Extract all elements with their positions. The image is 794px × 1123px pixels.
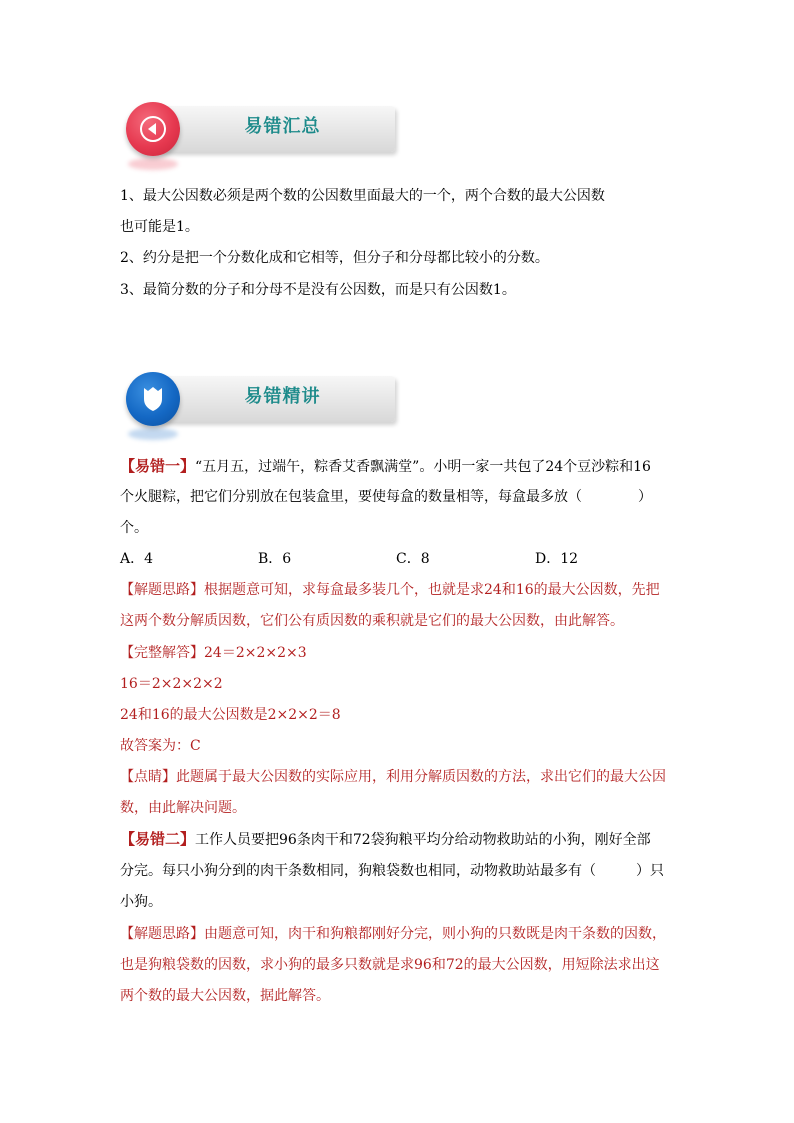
section-title: 易错汇总: [244, 116, 321, 137]
thinking-line: [120, 924, 666, 944]
section-title: 易错精讲: [244, 386, 321, 407]
answer-line: [120, 643, 307, 663]
thinking-text: 这两个数分解质因数，它们公有质因数的乘积就是它们的最大公因数，由此解答。: [120, 613, 624, 629]
question-text: 小狗。: [120, 894, 162, 910]
question-2-line: [120, 861, 664, 881]
thinking-line: [120, 580, 660, 600]
answer-text: 24和16的最大公因数是2×2×2＝8: [120, 707, 341, 723]
thinking-tag: 【解题思路】: [120, 926, 204, 942]
question-text: 个。: [120, 520, 148, 536]
option-b: B．6: [258, 551, 292, 567]
question-tag: 【易错一】: [120, 457, 196, 475]
answer-text: 24＝2×2×2×3: [204, 645, 307, 661]
question-text: ）只: [636, 863, 664, 879]
question-2-line: [120, 829, 651, 850]
thinking-tag: 【解题思路】: [120, 582, 204, 598]
option-c: C．8: [396, 551, 430, 567]
question-1-line: [120, 487, 652, 507]
question-text: 工作人员要把96条肉干和72袋狗粮平均分给动物救助站的小狗，刚好全部: [195, 832, 651, 848]
answer-tag: 【完整解答】: [120, 645, 204, 661]
thinking-text: 也是狗粮袋数的因数，求小狗的最多只数就是求96和72的最大公因数，用短除法求出这: [120, 957, 660, 973]
summary-item: 3、最简分数的分子和分母不是没有公因数，而是只有公因数1。: [120, 282, 516, 298]
answer-text: 16＝2×2×2×2: [120, 676, 223, 692]
comment-text: 数，由此解决问题。: [120, 800, 246, 816]
question-tag: 【易错二】: [120, 830, 196, 848]
back-arrow-icon: [126, 102, 180, 156]
thinking-text: 根据题意可知，求每盒最多装几个，也就是求24和16的最大公因数，先把: [204, 582, 660, 598]
answer-text: 故答案为：C: [120, 738, 201, 754]
thinking-text: 两个数的最大公因数，据此解答。: [120, 988, 330, 1004]
option-a: A．4: [120, 551, 154, 567]
question-text: 个火腿粽，把它们分别放在包装盒里，要使每盒的数量相等，每盒最多放（: [120, 489, 582, 505]
comment-line: [120, 767, 666, 787]
thinking-text: 由题意可知，肉干和狗粮都刚好分完，则小狗的只数既是肉干条数的因数，: [204, 926, 666, 942]
summary-item: 1、最大公因数必须是两个数的公因数里面最大的一个，两个合数的最大公因数: [120, 188, 605, 204]
question-text: ）: [638, 489, 652, 505]
section-banner-summary: [120, 100, 395, 160]
question-1-line: [120, 456, 651, 477]
comment-text: 此题属于最大公因数的实际应用，利用分解质因数的方法，求出它们的最大公因: [176, 769, 666, 785]
summary-item: 也可能是1。: [120, 219, 199, 235]
summary-item: 2、约分是把一个分数化成和它相等，但分子和分母都比较小的分数。: [120, 250, 549, 266]
shield-icon: [126, 372, 180, 426]
options-row: [120, 549, 640, 569]
section-banner-explain: [120, 370, 395, 430]
option-d: D．12: [535, 551, 579, 567]
question-text: “五月五，过端午，粽香艾香飘满堂”。小明一家一共包了24个豆沙粽和16: [195, 459, 651, 475]
comment-tag: 【点睛】: [120, 769, 176, 785]
question-text: 分完。每只小狗分到的肉干条数相同，狗粮袋数也相同，动物救助站最多有（: [120, 863, 596, 879]
